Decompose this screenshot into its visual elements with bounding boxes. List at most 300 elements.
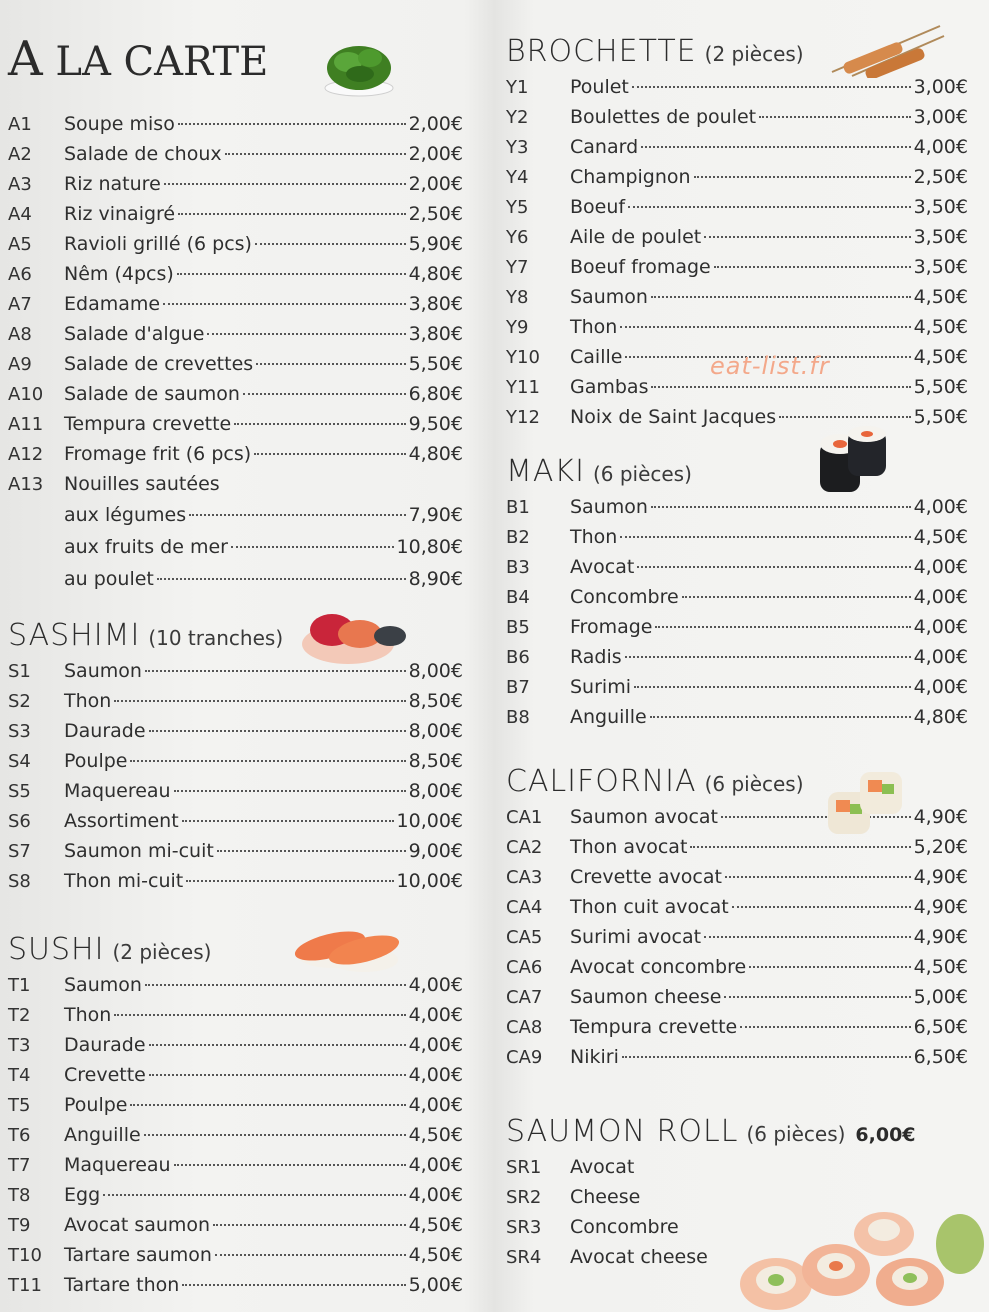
item-name: Nêm (4pcs)	[64, 263, 174, 285]
item-code: CA1	[506, 807, 543, 828]
item-name: Saumon	[570, 496, 648, 518]
item-price: 4,00€	[913, 556, 968, 578]
item-code: A11	[8, 414, 44, 435]
item-price: 4,90€	[913, 866, 968, 888]
dot-leader	[177, 273, 406, 275]
item-code: A6	[8, 264, 32, 285]
option-list	[8, 499, 463, 595]
menu-item	[506, 672, 968, 702]
dot-leader	[130, 760, 405, 762]
item-price: 4,50€	[408, 1214, 463, 1236]
item-price: 7,90€	[408, 504, 463, 526]
item-price: 4,00€	[913, 136, 968, 158]
item-price: 3,50€	[913, 226, 968, 248]
item-name: Saumon mi-cuit	[64, 840, 214, 862]
item-name: Surimi avocat	[570, 926, 702, 948]
item-price: 4,90€	[913, 896, 968, 918]
item-name: Anguille	[64, 1124, 141, 1146]
item-name: Caille	[570, 346, 623, 368]
item-code: T7	[8, 1155, 31, 1176]
menu-item	[506, 252, 968, 282]
dot-leader	[231, 546, 394, 548]
section-subtitle: (6 pièces)	[592, 462, 692, 486]
dot-leader	[149, 1074, 406, 1076]
item-list	[8, 656, 463, 896]
item-price: 4,50€	[408, 1124, 463, 1146]
item-price: 8,00€	[408, 660, 463, 682]
item-price: 4,00€	[913, 676, 968, 698]
item-code: S5	[8, 781, 31, 802]
section-subtitle: (10 tranches)	[148, 626, 284, 650]
menu-item	[506, 642, 968, 672]
item-price: 4,00€	[408, 1094, 463, 1116]
dot-leader	[256, 363, 405, 365]
item-code: S8	[8, 871, 31, 892]
dot-leader	[641, 146, 910, 148]
dot-leader	[634, 686, 911, 688]
item-price: 4,80€	[408, 443, 463, 465]
item-price: 4,00€	[408, 1184, 463, 1206]
dot-leader	[632, 86, 911, 88]
item-name: Poulpe	[64, 750, 128, 772]
salmon-roll-icon	[724, 1174, 988, 1312]
menu-item	[506, 702, 968, 732]
dot-leader	[651, 506, 911, 508]
dot-leader	[732, 906, 911, 908]
dot-leader	[682, 596, 911, 598]
dot-leader	[234, 423, 405, 425]
item-name: Noix de Saint Jacques	[570, 406, 777, 428]
dot-leader	[704, 936, 911, 938]
dot-leader	[163, 303, 406, 305]
item-price: 2,00€	[408, 173, 463, 195]
item-name: Edamame	[64, 293, 161, 315]
dot-leader	[740, 1026, 910, 1028]
section-title: MAKI	[506, 454, 585, 489]
dot-leader	[164, 183, 406, 185]
nigiri-sushi-icon	[292, 916, 402, 978]
section-title: A LA CARTE	[8, 31, 269, 87]
dot-leader	[114, 1014, 405, 1016]
dot-leader	[182, 1284, 405, 1286]
dot-leader	[651, 386, 910, 388]
item-name: Avocat	[570, 556, 635, 578]
section-subtitle: (2 pièces)	[704, 42, 804, 66]
dot-leader	[189, 514, 405, 516]
menu-item	[506, 952, 968, 982]
item-price: 4,90€	[913, 926, 968, 948]
item-code: CA3	[506, 867, 543, 888]
item-name: Saumon	[64, 660, 142, 682]
item-code: Y9	[506, 317, 529, 338]
menu-item	[8, 199, 463, 229]
item-code: A2	[8, 144, 32, 165]
menu-item	[8, 139, 463, 169]
item-name: Avocat	[570, 1156, 635, 1178]
item-code: S7	[8, 841, 31, 862]
item-code: A7	[8, 294, 32, 315]
item-name: Ravioli grillé (6 pcs)	[64, 233, 252, 255]
item-code: SR3	[506, 1217, 542, 1238]
item-name: Fromage	[570, 616, 653, 638]
item-name: Cheese	[570, 1186, 641, 1208]
dot-leader	[186, 880, 393, 882]
item-code: B8	[506, 707, 530, 728]
dot-leader	[759, 116, 910, 118]
dot-leader	[182, 820, 394, 822]
item-price: 5,50€	[913, 406, 968, 428]
item-price: 6,50€	[913, 1016, 968, 1038]
item-price: 5,00€	[913, 986, 968, 1008]
item-price: 5,20€	[913, 836, 968, 858]
section-header	[506, 1112, 968, 1152]
menu-item	[506, 282, 968, 312]
sashimi-icon	[290, 600, 414, 670]
item-price: 4,80€	[408, 263, 463, 285]
dot-leader	[650, 716, 911, 718]
menu-item	[8, 836, 463, 866]
item-code: Y3	[506, 137, 529, 158]
item-code: T2	[8, 1005, 31, 1026]
item-code: CA5	[506, 927, 543, 948]
item-price: 3,80€	[408, 323, 463, 345]
section-title: SAUMON ROLL	[506, 1114, 739, 1149]
menu-item	[506, 222, 968, 252]
menu-item	[506, 612, 968, 642]
item-code: A9	[8, 354, 32, 375]
item-name: Thon	[64, 1004, 112, 1026]
item-name: Radis	[570, 646, 622, 668]
item-name: Tempura crevette	[570, 1016, 738, 1038]
dot-leader	[145, 670, 406, 672]
item-price: 4,00€	[913, 586, 968, 608]
item-price: 4,50€	[913, 346, 968, 368]
dot-leader	[103, 1194, 405, 1196]
item-price: 5,50€	[408, 353, 463, 375]
item-code: CA7	[506, 987, 543, 1008]
dot-leader	[714, 266, 911, 268]
item-price: 3,00€	[913, 76, 968, 98]
dot-leader	[625, 656, 911, 658]
dot-leader	[255, 243, 406, 245]
item-name: Saumon	[64, 974, 142, 996]
item-code: A1	[8, 114, 32, 135]
menu-item	[8, 379, 463, 409]
section-price: 6,00€	[855, 1124, 916, 1146]
section-sushi	[8, 930, 463, 1300]
item-code: SR1	[506, 1157, 542, 1178]
menu-item	[506, 1042, 968, 1072]
item-code: Y8	[506, 287, 529, 308]
item-price: 8,50€	[408, 690, 463, 712]
dot-leader	[157, 578, 406, 580]
item-name: Fromage frit (6 pcs)	[64, 443, 252, 465]
menu-item	[8, 1150, 463, 1180]
item-name: Aile de poulet	[570, 226, 702, 248]
dot-leader	[213, 1224, 406, 1226]
dot-leader	[637, 566, 910, 568]
item-code: CA9	[506, 1047, 543, 1068]
item-name: Riz vinaigré	[64, 203, 176, 225]
item-code: Y1	[506, 77, 529, 98]
dot-leader	[651, 296, 911, 298]
menu-item	[8, 469, 463, 499]
dot-leader	[144, 1134, 406, 1136]
item-code: T9	[8, 1215, 31, 1236]
menu-item	[506, 922, 968, 952]
item-code: S2	[8, 691, 31, 712]
item-price: 5,00€	[408, 1274, 463, 1296]
menu-item	[8, 1120, 463, 1150]
menu-item	[506, 402, 968, 432]
menu-item	[8, 1210, 463, 1240]
item-name: Concombre	[570, 586, 679, 608]
item-code: CA4	[506, 897, 543, 918]
dot-leader	[725, 876, 911, 878]
item-code: CA8	[506, 1017, 543, 1038]
item-name: Salade de crevettes	[64, 353, 254, 375]
menu-item	[8, 1030, 463, 1060]
menu-item	[506, 582, 968, 612]
item-name: Maquereau	[64, 780, 171, 802]
item-name: Avocat cheese	[570, 1246, 708, 1268]
menu-item	[8, 439, 463, 469]
item-code: B1	[506, 497, 530, 518]
dot-leader	[690, 846, 910, 848]
item-price: 3,80€	[408, 293, 463, 315]
item-name: Canard	[570, 136, 639, 158]
item-name: Egg	[64, 1184, 101, 1206]
item-price: 6,80€	[408, 383, 463, 405]
item-name: Tartare thon	[64, 1274, 180, 1296]
section-subtitle: (6 pièces)	[704, 772, 804, 796]
skewer-icon	[828, 22, 946, 78]
california-roll-icon	[824, 766, 906, 838]
item-code: A3	[8, 174, 32, 195]
item-price: 4,50€	[913, 956, 968, 978]
section-title: CALIFORNIA	[506, 764, 697, 799]
dot-leader	[628, 206, 911, 208]
dot-leader	[622, 1056, 911, 1058]
item-price: 4,50€	[913, 526, 968, 548]
item-name: Saumon	[570, 286, 648, 308]
item-price: 4,00€	[408, 1064, 463, 1086]
dot-leader	[174, 1164, 406, 1166]
item-name: Thon cuit avocat	[570, 896, 729, 918]
dot-leader	[145, 984, 406, 986]
item-name: Riz nature	[64, 173, 161, 195]
item-code: Y4	[506, 167, 529, 188]
dot-leader	[724, 996, 910, 998]
item-name: Daurade	[64, 720, 146, 742]
item-price: 5,50€	[913, 376, 968, 398]
item-price: 4,00€	[913, 616, 968, 638]
item-price: 2,00€	[408, 143, 463, 165]
menu-item	[8, 289, 463, 319]
item-price: 5,90€	[408, 233, 463, 255]
item-price: 4,80€	[913, 706, 968, 728]
menu-item	[8, 259, 463, 289]
item-code: CA6	[506, 957, 543, 978]
section-title: SASHIMI	[8, 618, 141, 653]
item-name: Tempura crevette	[64, 413, 232, 435]
section-subtitle: (6 pièces)	[746, 1122, 846, 1146]
item-name: Nikiri	[570, 1046, 619, 1068]
item-code: Y11	[506, 377, 540, 398]
item-name: Salade de saumon	[64, 383, 240, 405]
item-price: 4,00€	[913, 646, 968, 668]
item-name: Avocat concombre	[570, 956, 747, 978]
menu-item	[8, 319, 463, 349]
menu-item	[8, 806, 463, 836]
item-name: au poulet	[64, 568, 154, 590]
dot-leader	[749, 966, 910, 968]
item-price: 4,00€	[408, 1004, 463, 1026]
seaweed-salad-icon	[318, 30, 400, 100]
item-list	[8, 970, 463, 1300]
maki-roll-icon	[814, 424, 890, 498]
menu-item	[506, 492, 968, 522]
item-name: Avocat saumon	[64, 1214, 211, 1236]
menu-item	[506, 892, 968, 922]
item-code: T5	[8, 1095, 31, 1116]
dot-leader	[704, 236, 910, 238]
menu-item	[8, 349, 463, 379]
watermark: eat-list.fr	[710, 352, 830, 380]
dot-leader	[779, 416, 911, 418]
item-name: Thon	[64, 690, 112, 712]
item-code: A10	[8, 384, 44, 405]
menu-item	[8, 1000, 463, 1030]
item-code: SR2	[506, 1187, 542, 1208]
item-price: 4,90€	[913, 806, 968, 828]
dot-leader	[178, 213, 405, 215]
item-name: Thon	[570, 526, 618, 548]
section-a-la-carte	[8, 31, 463, 595]
item-code: Y12	[506, 407, 540, 428]
item-name: Thon avocat	[570, 836, 688, 858]
item-name: Surimi	[570, 676, 631, 698]
item-name: Boulettes de poulet	[570, 106, 757, 128]
item-name: Poulpe	[64, 1094, 128, 1116]
item-price: 10,00€	[396, 870, 463, 892]
item-price: 8,00€	[408, 720, 463, 742]
item-code: CA2	[506, 837, 543, 858]
item-price: 3,50€	[913, 256, 968, 278]
section-title: BROCHETTE	[506, 34, 697, 69]
item-name: Thon mi-cuit	[64, 870, 184, 892]
item-code: B2	[506, 527, 530, 548]
item-code: T10	[8, 1245, 42, 1266]
dot-leader	[114, 700, 405, 702]
dot-leader	[254, 453, 405, 455]
item-name: Champignon	[570, 166, 691, 188]
item-name: Tartare saumon	[64, 1244, 212, 1266]
menu-item	[8, 109, 463, 139]
item-name: Boeuf fromage	[570, 256, 711, 278]
menu-item	[8, 1270, 463, 1300]
menu-item	[8, 1090, 463, 1120]
item-price: 10,00€	[396, 810, 463, 832]
item-name: Salade d'algue	[64, 323, 205, 345]
item-code: S1	[8, 661, 31, 682]
menu-item	[506, 982, 968, 1012]
dot-leader	[694, 176, 911, 178]
section-subtitle: (2 pièces)	[112, 940, 212, 964]
item-code: Y6	[506, 227, 529, 248]
item-code: B5	[506, 617, 530, 638]
item-list	[506, 492, 968, 732]
item-price: 4,50€	[913, 286, 968, 308]
dot-leader	[174, 790, 406, 792]
dot-leader	[178, 123, 406, 125]
menu-item	[8, 866, 463, 896]
menu-item	[8, 409, 463, 439]
section-header	[506, 452, 968, 492]
item-code: B4	[506, 587, 530, 608]
item-code: B6	[506, 647, 530, 668]
dot-leader	[217, 850, 406, 852]
menu-item	[8, 746, 463, 776]
menu-item	[506, 522, 968, 552]
item-name: Assortiment	[64, 810, 179, 832]
section-title: SUSHI	[8, 932, 105, 967]
menu-item	[506, 552, 968, 582]
item-price: 6,50€	[913, 1046, 968, 1068]
item-list	[8, 109, 463, 469]
item-price: 4,50€	[913, 316, 968, 338]
item-price: 3,50€	[913, 196, 968, 218]
item-name: Concombre	[570, 1216, 679, 1238]
item-code: A8	[8, 324, 32, 345]
dot-leader	[130, 1104, 405, 1106]
item-name: Soupe miso	[64, 113, 175, 135]
item-price: 8,50€	[408, 750, 463, 772]
dot-leader	[215, 1254, 406, 1256]
item-code: Y2	[506, 107, 529, 128]
dot-leader	[149, 1044, 406, 1046]
item-code: S6	[8, 811, 31, 832]
item-name: Gambas	[570, 376, 649, 398]
dot-leader	[225, 153, 406, 155]
item-code: Y7	[506, 257, 529, 278]
menu-item	[506, 862, 968, 892]
item-price: 4,50€	[408, 1244, 463, 1266]
item-code: T8	[8, 1185, 31, 1206]
item-code: T4	[8, 1065, 31, 1086]
item-price: 2,00€	[408, 113, 463, 135]
item-code: A4	[8, 204, 32, 225]
item-name: Poulet	[570, 76, 629, 98]
menu-item	[8, 1060, 463, 1090]
item-code: B3	[506, 557, 530, 578]
dot-leader	[243, 393, 406, 395]
menu-item	[8, 1180, 463, 1210]
item-code: A13	[8, 474, 44, 495]
item-price: 9,00€	[408, 840, 463, 862]
item-code: Y5	[506, 197, 529, 218]
menu-option	[8, 563, 463, 595]
menu-item	[8, 229, 463, 259]
menu-item	[8, 686, 463, 716]
item-code: S4	[8, 751, 31, 772]
menu-item	[506, 162, 968, 192]
item-name: aux légumes	[64, 504, 187, 526]
item-code: A5	[8, 234, 32, 255]
item-price: 2,50€	[913, 166, 968, 188]
item-name: Maquereau	[64, 1154, 171, 1176]
item-price: 3,00€	[913, 106, 968, 128]
